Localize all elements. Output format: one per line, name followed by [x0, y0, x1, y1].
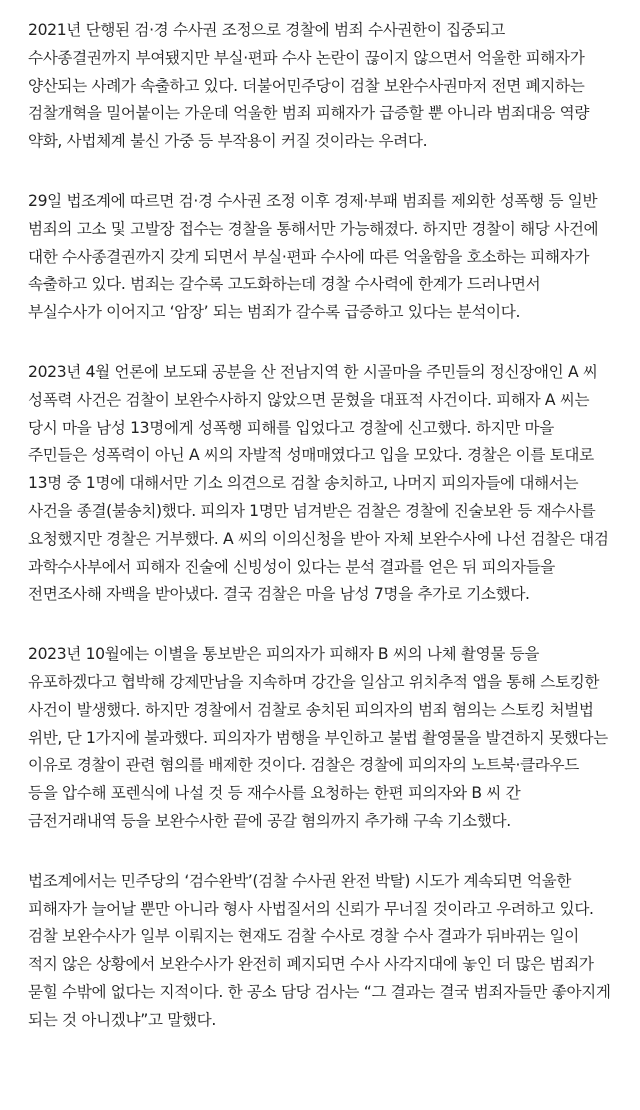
article-paragraph-2: 29일 법조계에 따르면 검·경 수사권 조정 이후 경제·부패 범죄를 제외한 성폭행 등 일반 범죄의 고소 및 고발장 접수는 경찰을 통해서만 가능해졌다. 하지만 경찰이 해당 사건에 대한 수사종결권까지 갖게 되면서 부실·편파 수사에 따른 억울함을 호소하는 피해자가 속출하고 있다. 범죄는 갈수록 고도화하는데 경찰 수사력에 한계가 드러나면서 부실수사가 이어지고 ‘암장’ 되는 범죄가 갈수록 급증하고 있다는 분석이다.	[28, 191, 599, 322]
article-paragraph-1: 2021년 단행된 검·경 수사권 조정으로 경찰에 범죄 수사권한이 집중되고 수사종결권까지 부여됐지만 부실·편파 수사 논란이 끊이지 않으면서 억울한 피해자가 양산되는 사례가 속출하고 있다. 더불어민주당이 검찰 보완수사권마저 전면 폐지하는 검찰개혁을 밀어붙이는 가운데 억울한 범죄 피해자가 급증할 뿐 아니라 범죄대응 역량 약화, 사법체계 불신 가중 등 부작용이 커질 것이라는 우려다.	[28, 21, 590, 151]
article-paragraph-4: 2023년 10월에는 이별을 통보받은 피의자가 피해자 B 씨의 나체 촬영물 등을 유포하겠다고 협박해 강제만남을 지속하며 강간을 일삼고 위치추적 앱을 통해 스토킹한 사건이 발생했다. 하지만 경찰에서 검찰로 송치된 피의자의 범죄 혐의는 스토킹 처벌법 위반, 단 1가지에 불과했다. 피의자가 범행을 부인하고 불법 촬영물을 발견하지 못했다는 이유로 경찰이 관련 혐의를 배제한 것이다. 검찰은 경찰에 피의자의 노트북·클라우드 등을 압수해 포렌식에 나설 것 등 재수사를 요청하는 한편 피의자와 B 씨 간 금전거래내역 등을 보완수사한 끝에 공갈 혐의까지 추가해 구속 기소했다.	[28, 645, 608, 830]
article-paragraph-5: 법조계에서는 민주당의 ‘검수완박’(검찰 수사권 완전 박탈) 시도가 계속되면 억울한 피해자가 늘어날 뿐만 아니라 형사 사법질서의 신뢰가 무너질 것이라고 우려하고 있다. 검찰 보완수사가 일부 이뤄지는 현재도 검찰 수사로 경찰 수사 결과가 뒤바뀌는 일이 적지 않은 상황에서 보완수사가 완전히 폐지되면 수사 사각지대에 놓인 더 많은 범죄가 묻힐 수밖에 없다는 지적이다. 한 공소 담당 검사는 “그 결과는 결국 범죄자들만 좋아지게 되는 것 아니겠냐”고 말했다.	[28, 871, 611, 1029]
article-paragraph-3: 2023년 4월 언론에 보도돼 공분을 산 전남지역 한 시골마을 주민들의 정신장애인 A 씨 성폭력 사건은 검찰이 보완수사하지 않았으면 묻혔을 대표적 사건이다. 피해자 A 씨는 당시 마을 남성 13명에게 성폭행 피해를 입었다고 경찰에 신고했다. 하지만 마을 주민들은 성폭력이 아닌 A 씨의 자발적 성매매였다고 입을 모았다. 경찰은 이를 토대로 13명 중 1명에 대해서만 기소 의견으로 검찰 송치하고, 나머지 피의자들에 대해서는 사건을 종결(불송치)했다. 피의자 1명만 넘겨받은 검찰은 경찰에 진술보완 등 재수사를 요청했지만 경찰은 거부했다. A 씨의 이의신청을 받아 자체 보완수사에 나선 검찰은 대검 과학수사부에서 피해자 진술에 신빙성이 있다는 분석 결과를 얻은 뒤 피의자들을 전면조사해 자백을 받아냈다. 결국 검찰은 마을 남성 7명을 추가로 기소했다.	[28, 362, 609, 604]
